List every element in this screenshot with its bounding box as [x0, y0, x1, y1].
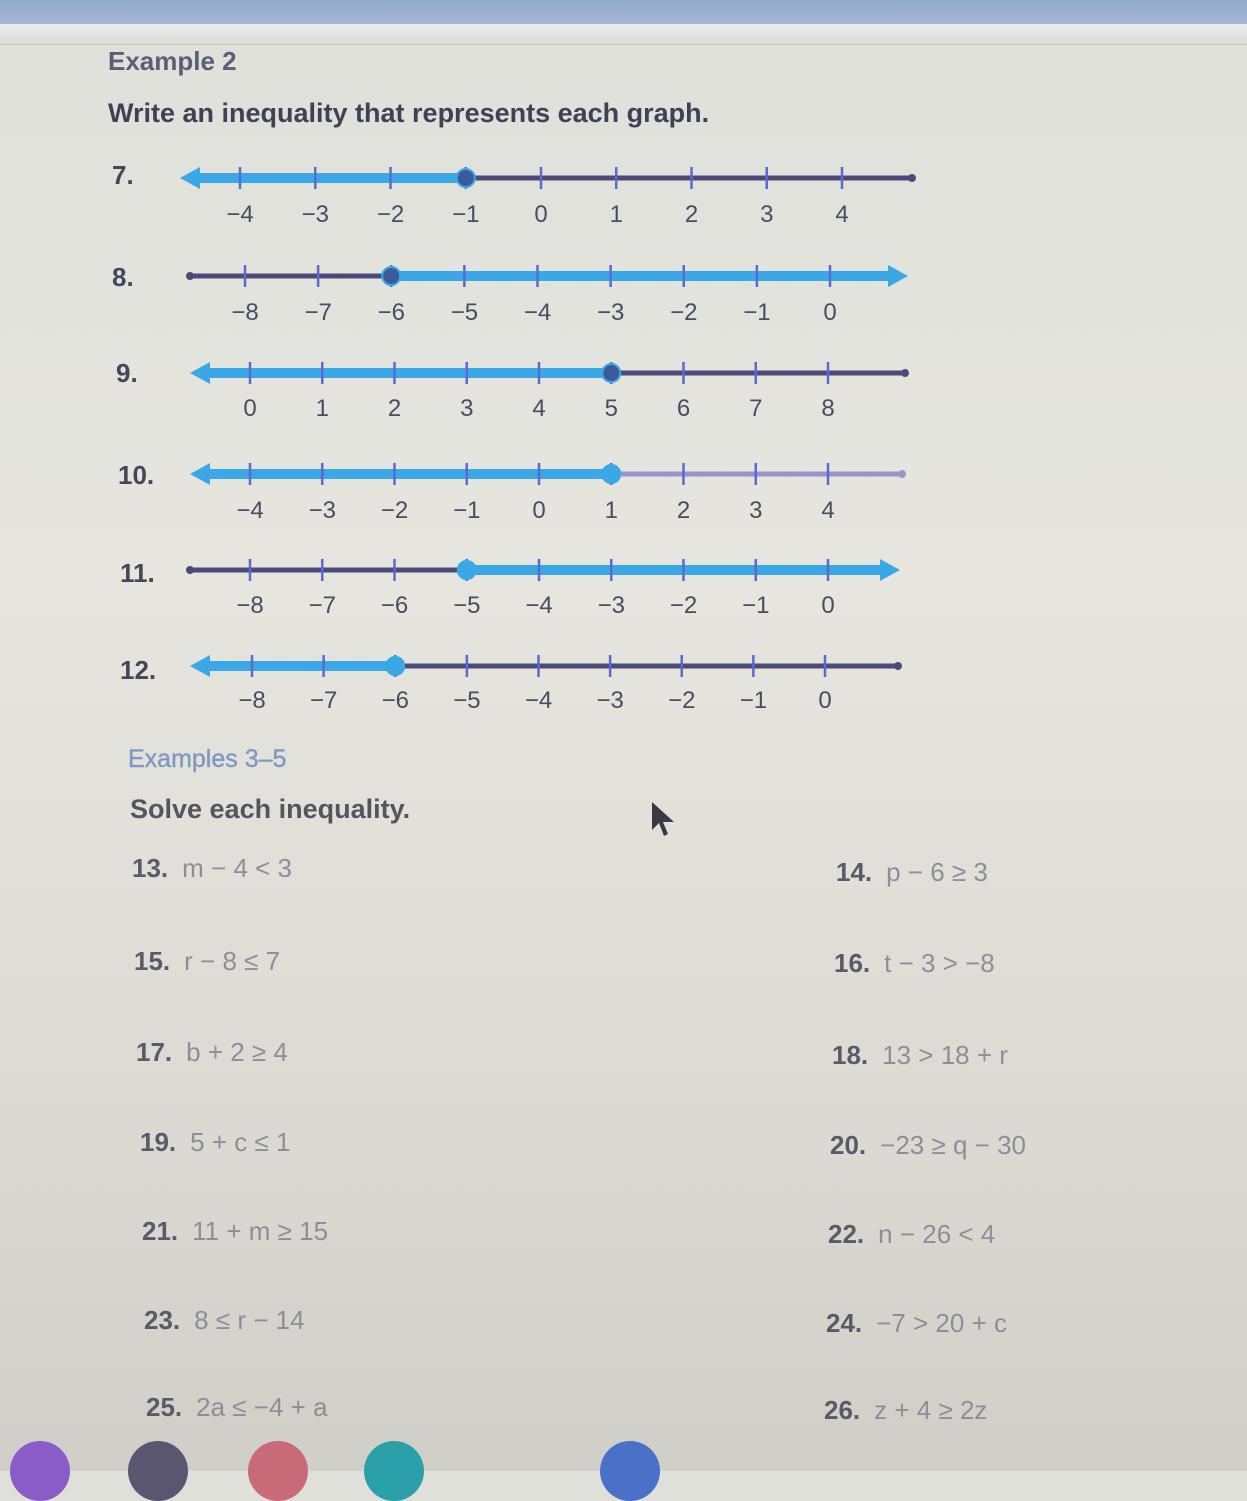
- tick-label: 1: [604, 497, 618, 524]
- tick-label: −6: [381, 687, 409, 714]
- closed-point-icon: [386, 657, 404, 675]
- tick-label: −4: [236, 497, 264, 524]
- problem-number: 26.: [824, 1395, 861, 1425]
- problem-expression: n − 26 < 4: [878, 1219, 996, 1249]
- tick-label: −8: [231, 299, 259, 326]
- tick-label: 8: [821, 395, 835, 422]
- dock-app-icon-dark[interactable]: [128, 1441, 188, 1501]
- tick-label: 5: [604, 395, 618, 422]
- problem-number: 16.: [834, 948, 871, 978]
- tick-label: −4: [525, 592, 553, 619]
- tick-label: −2: [669, 592, 698, 619]
- tick-label: 1: [609, 201, 623, 228]
- tick-label: −6: [377, 299, 405, 326]
- tick-label: −4: [523, 299, 552, 326]
- problem-21: [142, 1216, 328, 1247]
- tick-label: 6: [676, 395, 691, 422]
- tick-label: −8: [238, 687, 266, 714]
- tick-label: 0: [243, 395, 257, 422]
- line-end-marker: [894, 662, 902, 670]
- tick-label: −3: [597, 592, 625, 619]
- tick-label: 0: [532, 497, 546, 524]
- tick-label: 4: [532, 395, 546, 422]
- problem-expression: −7 > 20 + c: [876, 1308, 1007, 1338]
- problem-number: 18.: [832, 1040, 869, 1070]
- tick-label: −4: [226, 201, 254, 228]
- tick-label: −2: [376, 201, 405, 228]
- tick-label: −1: [453, 497, 481, 524]
- tick-label: −6: [380, 592, 409, 619]
- problem-expression: −23 ≥ q − 30: [880, 1130, 1026, 1160]
- tick-label: −2: [668, 687, 696, 714]
- tick-label: −3: [301, 201, 329, 228]
- tick-label: 2: [676, 497, 691, 524]
- problem-22: [828, 1219, 995, 1250]
- problem-expression: z + 4 ≥ 2z: [874, 1395, 988, 1425]
- problem-expression: t − 3 > −8: [884, 948, 995, 978]
- problem-number: 20.: [830, 1130, 867, 1160]
- section-instruction-solve: Solve each inequality.: [130, 794, 411, 824]
- tick-label: 3: [749, 497, 763, 524]
- tick-label: 1: [315, 395, 329, 422]
- tick-label: −2: [380, 497, 409, 524]
- problem-15: [134, 946, 280, 977]
- tick-label: −5: [453, 592, 481, 619]
- problem-expression: 5 + c ≤ 1: [190, 1127, 291, 1157]
- problem-expression: p − 6 ≥ 3: [886, 857, 988, 887]
- problem-19: [140, 1127, 290, 1158]
- problem-number: 19.: [140, 1127, 177, 1157]
- tick-label: −1: [742, 592, 770, 619]
- problem-expression: r − 8 ≤ 7: [184, 946, 281, 976]
- tick-label: −7: [308, 592, 336, 619]
- tick-label: 2: [684, 201, 699, 228]
- problem-26: [824, 1395, 987, 1426]
- problem-expression: m − 4 < 3: [182, 853, 292, 883]
- problem-number: 23.: [144, 1305, 181, 1335]
- tick-label: 0: [534, 201, 548, 228]
- problem-number: 17.: [136, 1037, 173, 1067]
- tick-label: −8: [236, 592, 264, 619]
- problem-expression: 8 ≤ r − 14: [194, 1305, 305, 1335]
- number-line-label-7: 7.: [112, 160, 134, 190]
- number-line-label-12: 12.: [120, 655, 157, 685]
- problem-number: 21.: [142, 1216, 179, 1246]
- problem-expression: b + 2 ≥ 4: [186, 1037, 288, 1067]
- tick-label: −1: [743, 299, 771, 326]
- problem-number: 24.: [826, 1308, 863, 1338]
- section-title-example-2: Example 2: [108, 46, 237, 76]
- tick-label: −1: [739, 687, 768, 714]
- tick-label: −7: [304, 299, 332, 326]
- tick-label: 4: [835, 201, 849, 228]
- problem-number: 13.: [132, 853, 169, 883]
- arrowhead-icon: [190, 655, 210, 677]
- problem-25: [146, 1392, 328, 1423]
- tick-label: −3: [308, 497, 336, 524]
- number-line-label-11: 11.: [120, 558, 155, 588]
- problem-number: 22.: [828, 1219, 865, 1249]
- tick-label: −3: [596, 299, 625, 326]
- tick-label: 0: [821, 592, 835, 619]
- tick-label: 4: [821, 497, 835, 524]
- tick-label: −5: [453, 687, 481, 714]
- problem-number: 14.: [836, 857, 873, 887]
- tick-label: 0: [818, 687, 832, 714]
- tick-label: 0: [823, 299, 837, 326]
- problem-expression: 11 + m ≥ 15: [192, 1216, 329, 1246]
- problem-number: 15.: [134, 946, 171, 976]
- problem-expression: 2a ≤ −4 + a: [196, 1392, 328, 1422]
- problem-24: [826, 1308, 1007, 1339]
- problem-20: [830, 1130, 1026, 1161]
- number-line-label-8: 8.: [112, 262, 134, 292]
- number-line-label-10: 10.: [118, 460, 155, 490]
- section-instruction-graphs: Write an inequality that represents each graph.: [108, 98, 710, 128]
- tick-label: −1: [452, 201, 480, 228]
- number-line-label-9: 9.: [116, 358, 138, 388]
- problem-number: 25.: [146, 1392, 183, 1422]
- dock-app-icon-blue[interactable]: [600, 1441, 660, 1501]
- tick-label: −7: [309, 687, 338, 714]
- problem-16: [834, 948, 995, 979]
- problem-18: [832, 1040, 1008, 1071]
- tick-label: 2: [387, 395, 402, 422]
- dock-app-icon-red[interactable]: [248, 1441, 308, 1501]
- mouse-cursor-icon: [650, 800, 680, 840]
- problem-13: [132, 853, 292, 884]
- tick-label: 3: [760, 201, 774, 228]
- tick-label: 3: [460, 395, 474, 422]
- tick-label: −5: [450, 299, 479, 326]
- tick-label: 7: [749, 395, 763, 422]
- dock-app-icon-teal[interactable]: [364, 1441, 424, 1501]
- tick-label: −4: [524, 687, 553, 714]
- dock-app-icon-purple[interactable]: [10, 1441, 70, 1501]
- problem-expression: 13 > 18 + r: [882, 1040, 1008, 1070]
- tick-label: −2: [670, 299, 698, 326]
- problem-17: [136, 1037, 288, 1068]
- section-title-examples-3-5: Examples 3–5: [128, 745, 287, 773]
- problem-14: [836, 857, 988, 888]
- tick-label: −3: [596, 687, 624, 714]
- problem-23: [144, 1305, 305, 1336]
